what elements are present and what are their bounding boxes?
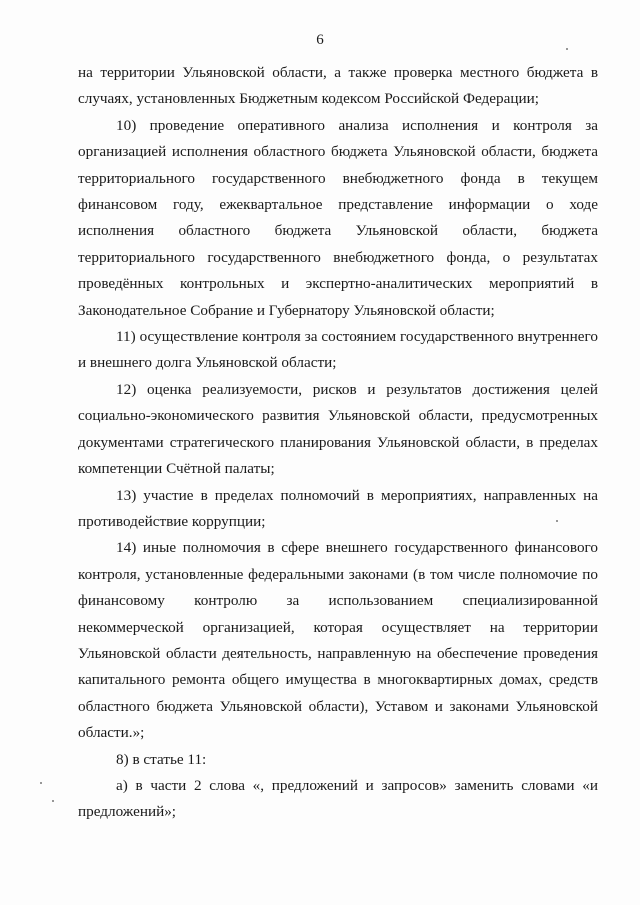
scan-speck [556, 520, 558, 522]
scan-speck [40, 782, 42, 784]
page-number: 6 [316, 32, 324, 48]
paragraph-continuation: на территории Ульяновской области, а также проверка местного бюджета в случаях, установленных Бюджетным кодексом Российской Федерации; [78, 64, 598, 108]
paragraph-article-11-a: а) в части 2 слова «, предложений и запросов» заменить словами «и предложений»; [78, 776, 598, 821]
paragraph-article-11: 8) в статье 11: [116, 750, 207, 768]
scan-speck [566, 48, 568, 50]
paragraph-item-14: 14) иные полномочия в сфере внешнего государственного финансового контроля, установленные федеральными законами (в том числе полномочие по финансовому контролю за использованием специализированной некоммерческой организацией, которая осуществляет на территории Ульяновской области деятельность, направленную на обеспечение проведения капитального ремонта общего имущества в многоквартирных домах, средств областного бюджета Ульяновской области), Уставом и законами Ульяновской области.»; [78, 539, 598, 742]
paragraph-item-13: 13) участие в пределах полномочий в мероприятиях, направленных на противодействие коррупции; [78, 486, 598, 530]
paragraph-item-10: 10) проведение оперативного анализа исполнения и контроля за организацией исполнения областного бюджета Ульяновской области, бюджета территориального государственного внебюджетного фонда в текущем финансовом году, ежеквартальное представление информации о ходе исполнения областного бюджета Ульяновской области, бюджета территориального государственного внебюджетного фонда, о результатах проведённых контрольных и экспертно-аналитических мероприятий в Законодательное Собрание и Губернатору Ульяновской области; [78, 116, 598, 319]
paragraph-item-12: 12) оценка реализуемости, рисков и результатов достижения целей социально-экономического развития Ульяновской области, предусмотренных документами стратегического планирования Ульяновской области, в пределах компетенции Счётной палаты; [78, 380, 598, 478]
paragraph-item-11: 11) осуществление контроля за состоянием государственного внутреннего и внешнего долга Ульяновской области; [78, 328, 598, 372]
scan-speck [52, 800, 54, 802]
document-body [78, 60, 598, 826]
